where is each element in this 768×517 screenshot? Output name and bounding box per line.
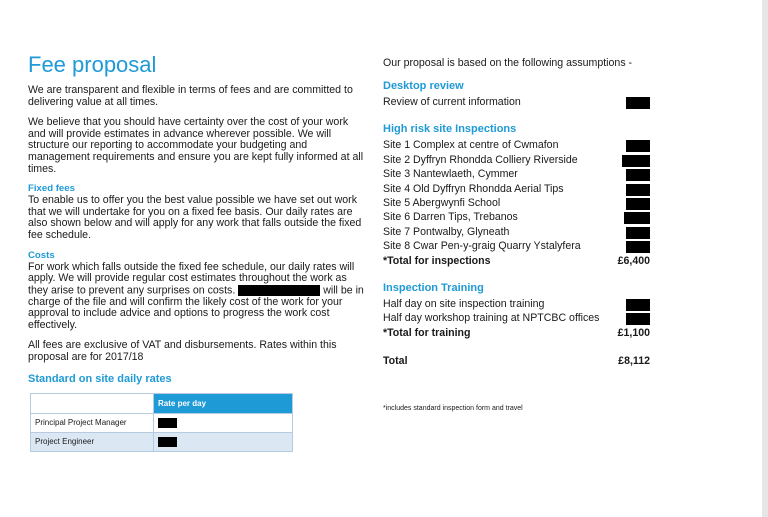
list-item [383, 210, 653, 224]
item-label: Site 6 Darren Tips, Trebanos [383, 211, 518, 224]
desktop-review-heading: Desktop review [383, 80, 464, 92]
item-label: Site 3 Nantewlaeth, Cymmer [383, 168, 518, 181]
redaction-block [626, 299, 650, 311]
redaction-block [158, 437, 177, 447]
footnote: *includes standard inspection form and travel [383, 405, 523, 413]
total-value: £1,100 [617, 326, 650, 339]
costs-heading: Costs [28, 249, 55, 261]
costs-paragraph [28, 262, 364, 332]
redaction-block [626, 227, 650, 239]
item-label: Site 8 Cwar Pen-y-graig Quarry Ystalyfera [383, 240, 581, 253]
list-item [383, 95, 653, 109]
redaction-block [622, 155, 650, 167]
total-value: £6,400 [617, 254, 650, 267]
item-label: Half day workshop training at NPTCBC offices [383, 312, 600, 325]
redaction-block [626, 198, 650, 210]
desktop-review-section [383, 80, 653, 109]
rate-cell [154, 413, 293, 432]
table-row [31, 432, 293, 451]
grand-total-label: Total [383, 355, 408, 368]
page-title: Fee proposal [28, 52, 157, 77]
rate-per-day-header: Rate per day [154, 393, 293, 413]
list-item [383, 225, 653, 239]
inspections-total-row [383, 254, 653, 268]
item-label: Site 7 Pontwalby, Glyneath [383, 225, 510, 238]
item-label: Site 1 Complex at centre of Cwmafon [383, 139, 559, 152]
fixed-fees-heading: Fixed fees [28, 183, 75, 195]
item-label: Site 2 Dyffryn Rhondda Colliery Riverside [383, 153, 578, 166]
item-label: Half day on site inspection training [383, 297, 545, 310]
training-section [383, 282, 653, 340]
costs-text-after: will be in charge of the file and will confirm the likely cost of the work for your approval to include advice and options to progress the work cost effectively. [28, 284, 364, 331]
item-label: Site 4 Old Dyffryn Rhondda Aerial Tips [383, 182, 564, 195]
list-item [383, 297, 653, 311]
grand-total-row [383, 354, 653, 368]
redaction-block [238, 285, 320, 296]
rate-cell [154, 432, 293, 451]
list-item [383, 239, 653, 253]
costs-text-before: For work which falls outside the fixed fee schedule, our daily rates will apply. We will provide regular cost estimates throughout the work as they arise to prevent any surprises on costs. [28, 260, 355, 297]
assumptions-intro: Our proposal is based on the following assumptions - [383, 57, 633, 69]
daily-rates-table [30, 393, 293, 452]
inspections-section [383, 123, 653, 268]
redaction-block [626, 184, 650, 196]
list-item [383, 167, 653, 181]
total-label: *Total for inspections [383, 254, 491, 267]
list-item [383, 196, 653, 210]
table-header-row [31, 393, 293, 413]
page-edge-shadow [762, 0, 768, 517]
list-item [383, 311, 653, 325]
list-item [383, 138, 653, 152]
fee-proposal-column [28, 52, 364, 452]
redaction-block [626, 97, 650, 109]
redaction-block [158, 418, 177, 428]
list-item [383, 182, 653, 196]
total-label: *Total for training [383, 326, 471, 339]
redaction-block [626, 241, 650, 253]
grand-total-value: £8,112 [618, 355, 650, 368]
vat-paragraph: All fees are exclusive of VAT and disbursements. Rates within this proposal are for 2017/18 [28, 339, 337, 363]
table-header-blank [31, 393, 154, 413]
list-item [383, 153, 653, 167]
redaction-block [626, 169, 650, 181]
inspections-heading: High risk site Inspections [383, 123, 517, 136]
fixed-fees-paragraph: To enable us to offer you the best value possible we have set out work that we will undertake for you on a fixed fee basis. Our daily rates are also shown below and will apply for any work that falls outside the fixed fee schedule. [28, 194, 362, 241]
role-cell: Project Engineer [31, 432, 154, 451]
training-heading: Inspection Training [383, 281, 484, 294]
redaction-block [626, 313, 650, 325]
redaction-block [626, 140, 650, 152]
item-label: Site 5 Abergwynfi School [383, 196, 501, 209]
item-label: Review of current information [383, 96, 521, 108]
assumptions-column [383, 57, 653, 412]
table-row [31, 413, 293, 432]
redaction-block [624, 212, 650, 224]
role-cell: Principal Project Manager [31, 413, 154, 432]
rates-heading: Standard on site daily rates [28, 372, 172, 385]
certainty-paragraph: We believe that you should have certainty over the cost of your work and will provide estimates in advance wherever possible. We will structure our reporting to accommodate your budgeting and management requirements and ensure you are kept fully informed at all times. [28, 116, 364, 175]
training-total-row [383, 326, 653, 340]
intro-paragraph: We are transparent and flexible in terms of fees and are committed to delivering value at all times. [28, 84, 353, 108]
